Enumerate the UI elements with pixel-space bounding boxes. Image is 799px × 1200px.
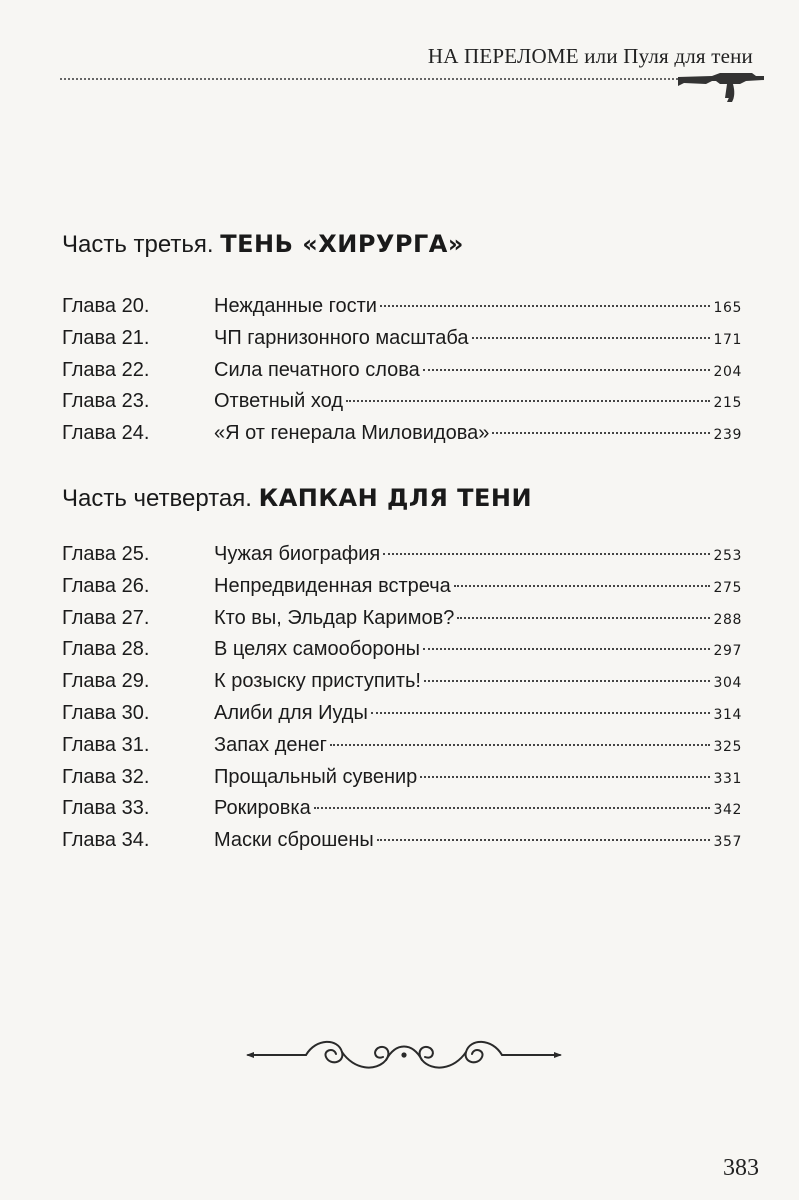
chapter-title: Ответный ход [214,390,344,413]
chapter-number: Глава 26. [62,574,150,597]
toc-entry[interactable] [62,702,742,734]
chapter-number: Глава 21. [62,326,150,349]
part-three-label: Часть третья. [62,231,214,258]
chapter-page: 288 [713,611,742,628]
toc-list-part-four [62,543,742,861]
chapter-title: В целях самообороны [214,638,421,661]
toc-entry[interactable] [62,422,742,454]
chapter-title: ЧП гарнизонного масштаба [214,326,469,349]
chapter-title: К розыску приступить! [214,670,421,693]
dot-leader [424,680,711,682]
scroll-ornament-icon [246,1030,562,1080]
toc-entry[interactable] [62,390,742,422]
chapter-page: 165 [713,300,742,316]
running-header-title: НА ПЕРЕЛОМЕ или Пуля для тени [427,44,753,68]
toc-entry[interactable] [62,734,742,766]
chapter-title: Алиби для Иуды [214,701,368,724]
dot-leader [423,369,711,371]
dot-leader [377,839,711,841]
chapter-number: Глава 27. [62,606,150,629]
dot-leader [330,744,711,746]
toc-entry[interactable] [62,607,742,639]
toc-entry[interactable] [62,543,742,575]
chapter-title: Прощальный сувенир [214,765,418,788]
dot-leader [457,617,710,619]
chapter-number: Глава 28. [62,638,150,661]
chapter-title: Рокировка [214,797,311,820]
chapter-title: Сила печатного слова [214,358,420,381]
chapter-title: «Я от генерала Миловидова» [214,422,490,445]
chapter-number: Глава 23. [62,390,150,413]
toc-entry[interactable] [62,829,742,861]
toc-entry[interactable] [62,766,742,798]
chapter-page: 314 [713,706,742,723]
chapter-number: Глава 34. [62,829,150,852]
chapter-number: Глава 24. [62,422,150,445]
chapter-page: 297 [713,643,742,660]
chapter-title: Запах денег [214,733,327,756]
chapter-page: 275 [713,579,742,596]
dot-leader [423,648,710,650]
part-four-label: Часть четвертая. [62,485,252,512]
toc-entry[interactable] [62,638,742,670]
chapter-number: Глава 20. [62,295,150,317]
header-dotted-rule [60,78,710,80]
part-three-title: ТЕНЬ «ХИРУРГА» [220,230,464,258]
chapter-title: Нежданные гости [214,295,377,317]
toc-entry[interactable] [62,359,742,391]
part-four-heading [62,484,532,513]
toc-entry[interactable] [62,670,742,702]
chapter-page: 171 [713,331,742,348]
toc-entry[interactable] [62,797,742,829]
part-four-title: КАПКАН ДЛЯ ТЕНИ [258,484,533,512]
dot-leader [380,305,711,307]
chapter-title: Маски сброшены [214,829,374,852]
toc-entry[interactable] [62,575,742,607]
chapter-title: Чужая биография [214,543,381,565]
chapter-number: Глава 30. [62,701,150,724]
chapter-title: Кто вы, Эльдар Каримов? [214,606,455,629]
rifle-icon [676,68,766,106]
toc-list-part-three [62,295,742,454]
dot-leader [346,400,710,402]
chapter-number: Глава 31. [62,733,150,756]
chapter-page: 331 [713,770,742,787]
toc-entry[interactable] [62,295,742,327]
chapter-page: 325 [713,738,742,755]
toc-entry[interactable] [62,327,742,359]
chapter-title: Непредвиденная встреча [214,574,451,597]
chapter-number: Глава 25. [62,543,150,565]
chapter-page: 253 [713,548,742,564]
dot-leader [472,337,711,339]
chapter-number: Глава 29. [62,670,150,693]
chapter-page: 357 [713,834,742,851]
chapter-number: Глава 33. [62,797,150,820]
chapter-page: 304 [713,675,742,692]
part-three-heading [62,230,464,259]
dot-leader [454,585,711,587]
dot-leader [371,712,711,714]
dot-leader [383,553,710,555]
chapter-page: 239 [713,427,742,444]
dot-leader [492,432,710,434]
chapter-page: 342 [713,802,742,819]
dot-leader [314,807,711,809]
dot-leader [420,776,710,778]
page-number: 383 [723,1155,759,1181]
chapter-number: Глава 22. [62,358,150,381]
chapter-number: Глава 32. [62,765,150,788]
chapter-page: 204 [713,363,742,380]
chapter-page: 215 [713,395,742,412]
